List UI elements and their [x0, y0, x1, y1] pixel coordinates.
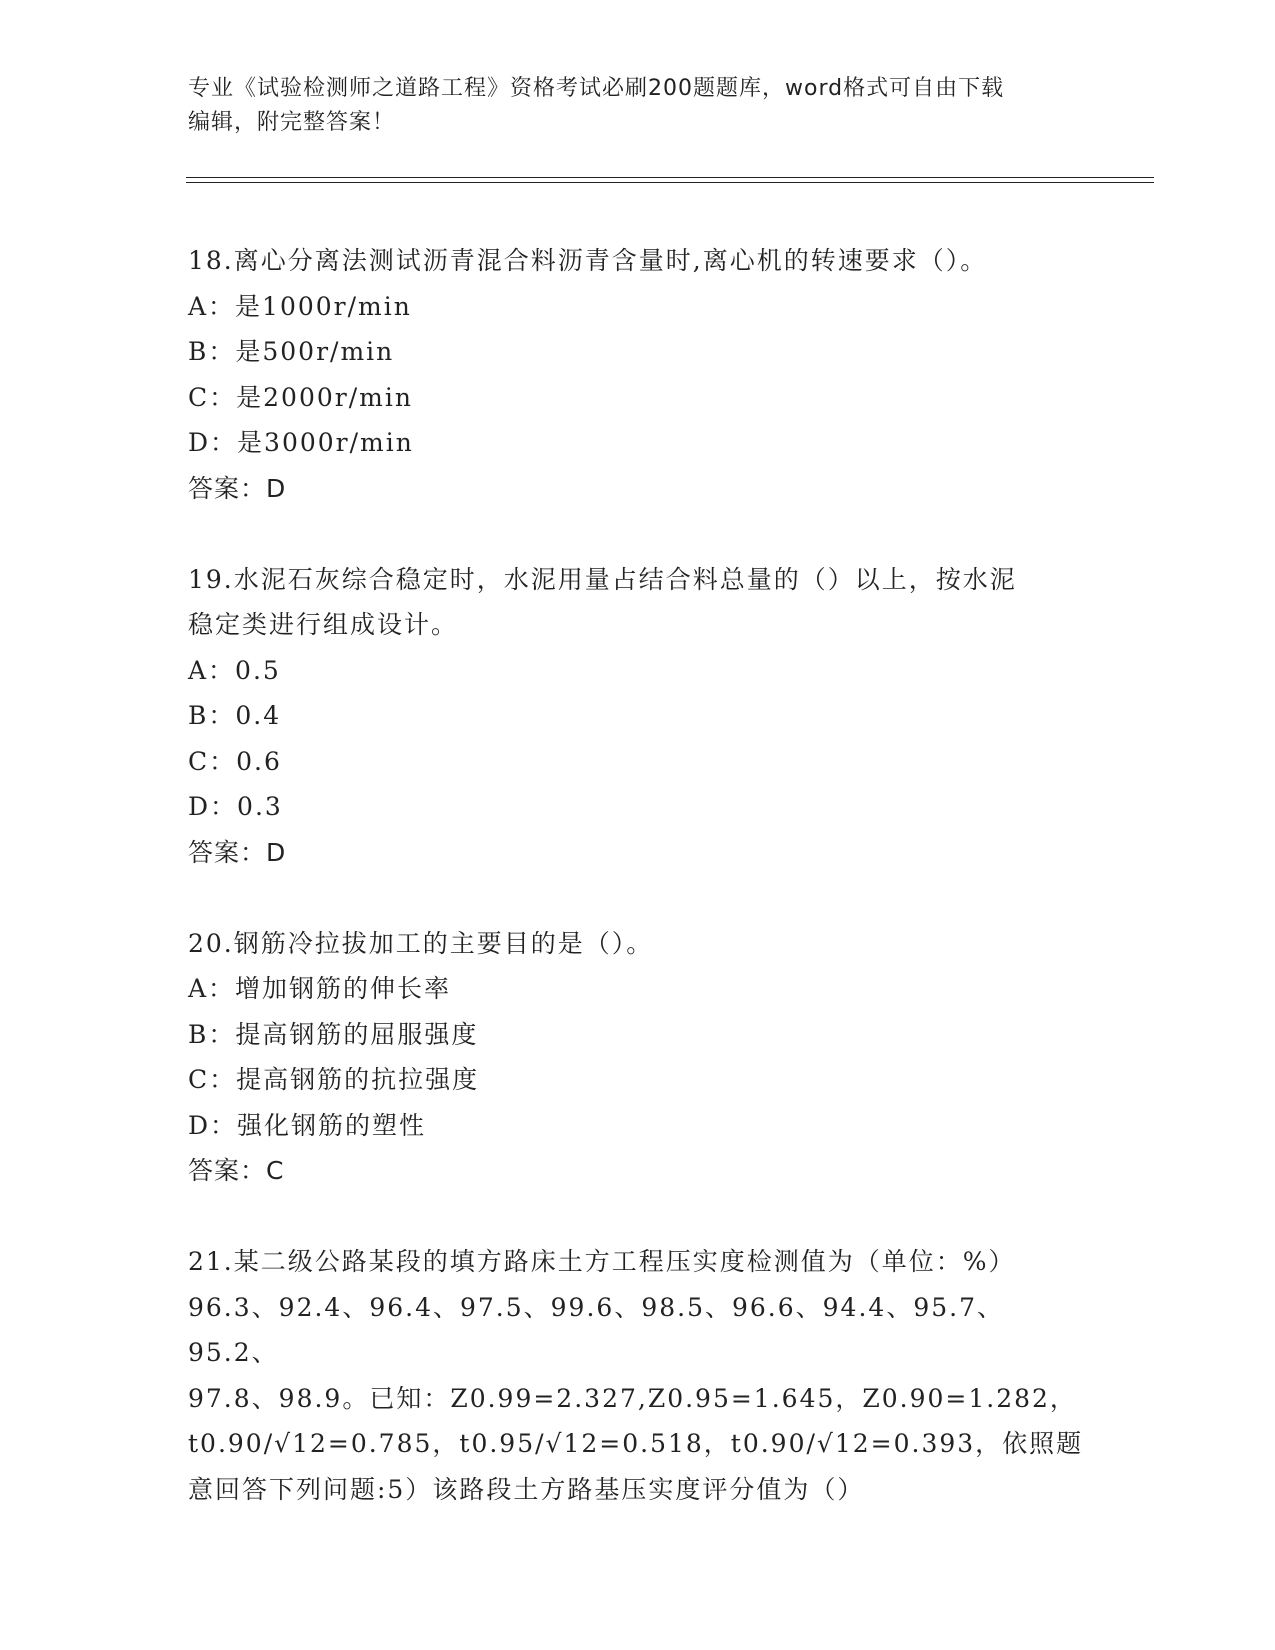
answer: 答案：D — [188, 473, 287, 503]
option-c: C：0.6 — [188, 746, 282, 776]
header-line-2: 编辑，附完整答案！ — [188, 110, 396, 135]
header-divider-bottom — [186, 182, 1154, 183]
document-header — [188, 72, 1088, 140]
option-b: B：0.4 — [188, 701, 282, 730]
option-d: D：0.3 — [188, 792, 283, 821]
option-d: D：是3000r/min — [188, 428, 414, 457]
question-list — [188, 238, 1088, 1558]
question-19 — [188, 557, 1088, 875]
answer: 答案：D — [188, 837, 287, 867]
option-a: A：0.5 — [188, 655, 281, 685]
option-c: C：提高钢筋的抗拉强度 — [188, 1065, 480, 1094]
question-text-line-1: 21.某二级公路某段的填方路床土方工程压实度检测值为（单位：%） — [188, 1247, 1016, 1276]
option-c: C：是2000r/min — [188, 382, 413, 412]
question-text-line-4: t0.90/√12=0.785，t0.95/√12=0.518，t0.90/√12=0.393，依照题 — [188, 1429, 1084, 1458]
option-a: A：是1000r/min — [188, 291, 412, 321]
option-d: D：强化钢筋的塑性 — [188, 1110, 427, 1140]
question-18 — [188, 238, 1088, 511]
question-text-line-2: 96.3、92.4、96.4、97.5、99.6、98.5、96.6、94.4、95.7、95.2、 — [188, 1292, 1004, 1367]
question-text: 18.离心分离法测试沥青混合料沥青含量时,离心机的转速要求（）。 — [188, 246, 988, 275]
answer: 答案：C — [188, 1156, 285, 1185]
question-text-line-1: 19.水泥石灰综合稳定时，水泥用量占结合料总量的（）以上，按水泥 — [188, 564, 1017, 594]
option-b: B：是500r/min — [188, 337, 395, 366]
question-21 — [188, 1239, 1088, 1512]
question-text-line-2: 稳定类进行组成设计。 — [188, 610, 459, 639]
option-b: B：提高钢筋的屈服强度 — [188, 1019, 479, 1049]
question-text-line-5: 意回答下列问题:5）该路段土方路基压实度评分值为（） — [188, 1474, 865, 1504]
header-line-1: 专业《试验检测师之道路工程》资格考试必刷200题题库，word格式可自由下载 — [188, 76, 1005, 101]
question-20 — [188, 921, 1088, 1194]
header-divider-top — [186, 177, 1154, 178]
question-text-line-3: 97.8、98.9。已知：Z0.99=2.327,Z0.95=1.645，Z0.90=1.282， — [188, 1383, 1077, 1413]
option-a: A：增加钢筋的伸长率 — [188, 974, 452, 1003]
question-text: 20.钢筋冷拉拔加工的主要目的是（）。 — [188, 928, 654, 958]
